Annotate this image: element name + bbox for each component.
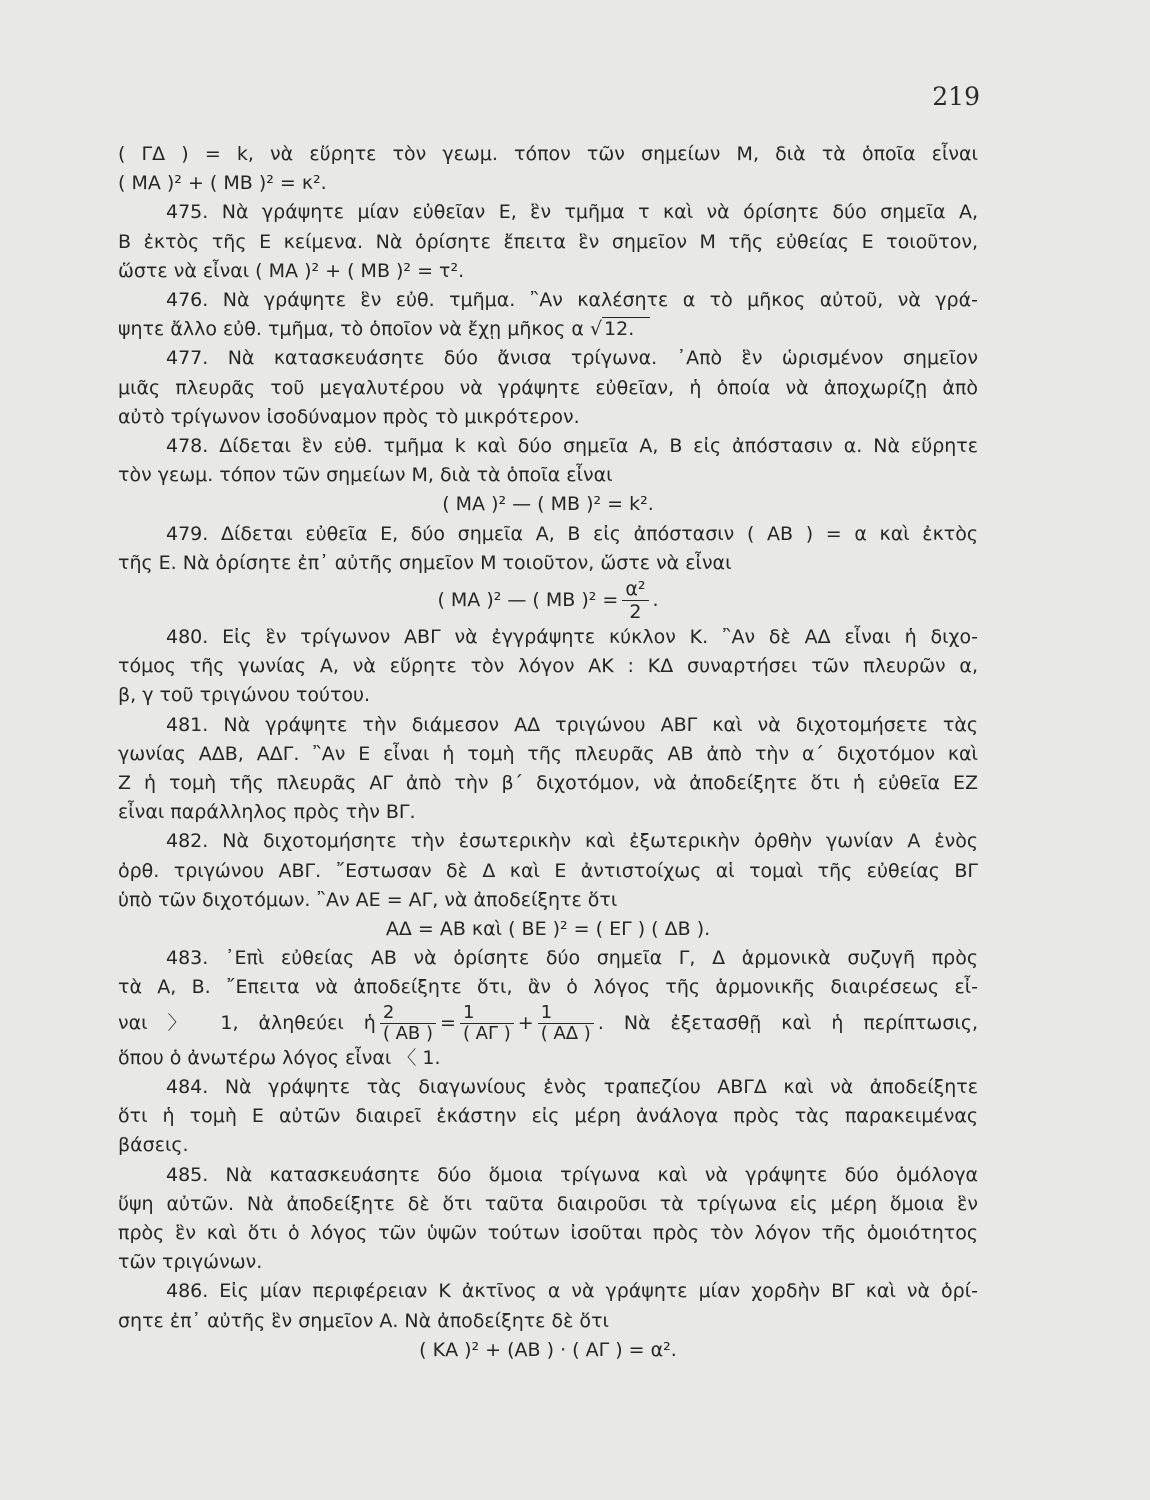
formula-text-line	[118, 1003, 978, 1044]
fraction-numerator: α²	[622, 578, 648, 601]
text-line: Ζ ἡ τομὴ τῆς πλευρᾶς ΑΓ ἀπὸ τὴν β΄ διχοτόμον, νὰ ἀποδείξητε ὅτι ἡ εὐθεῖα ΕΖ	[118, 772, 978, 795]
text-line: μιᾶς πλευρᾶς τοῦ μεγαλυτέρου νὰ γράψητε εὐθεῖαν, ἡ ὁποία νὰ ἀποχωρίζῃ ἀπὸ	[118, 376, 978, 399]
equals-sign: =	[440, 1011, 456, 1034]
problem-480-line: 480. Εἰς ἓν τρίγωνον ΑΒΓ νὰ ἐγγράψητε κύκλον Κ. ῍Αν δὲ ΑΔ εἶναι ἡ διχο-	[166, 626, 978, 649]
text-line: εἶναι παράλληλος πρὸς τὴν ΒΓ.	[118, 801, 416, 824]
fraction-numerator: 1	[538, 1003, 594, 1024]
text-line: ὕψη αὐτῶν. Νὰ ἀποδείξητε δὲ ὅτι ταῦτα διαιροῦσι τὰ τρίγωνα εἰς μέρη ὅμοια ἓν	[118, 1192, 978, 1215]
text-line: ὅπου ὁ ἀνωτέρω λόγος εἶναι 〈 1.	[118, 1046, 441, 1069]
problem-483-line: 483. ᾿Επὶ εὐθείας ΑΒ νὰ ὁρίσητε δύο σημεῖα Γ, Δ ἁρμονικὰ συζυγῆ πρὸς	[166, 947, 978, 970]
problem-479-line: 479. Δίδεται εὐθεῖα Ε, δύο σημεῖα Α, Β εἰς ἀπόστασιν ( ΑΒ ) = α καὶ ἐκτὸς	[166, 522, 978, 545]
fraction-numerator: 2	[380, 1003, 436, 1024]
text-line: Β ἐκτὸς τῆς Ε κείμενα. Νὰ ὁρίσητε ἔπειτα ἓν σημεῖον Μ τῆς εὐθείας Ε τοιοῦτον,	[118, 230, 978, 253]
problem-486-line: 486. Εἰς μίαν περιφέρειαν Κ ἀκτῖνος α νὰ γράψητε μίαν χορδὴν ΒΓ καὶ νὰ ὁρί-	[166, 1280, 978, 1303]
text-line-with-radical	[118, 315, 978, 344]
text-body	[118, 140, 978, 1365]
text-line: ( ΓΔ ) = k, νὰ εὕρητε τὸν γεωμ. τόπον τῶν σημείων Μ, διὰ τὰ ὁποῖα εἶναι	[118, 143, 978, 165]
text-line: ὥστε νὰ εἶναι ( ΜΑ )² + ( ΜΒ )² = τ².	[118, 259, 465, 282]
text-line: πρὸς ἓν καὶ ὅτι ὁ λόγος τῶν ὑψῶν τούτων ἰσοῦται πρὸς τὸν λόγον τῆς ὁμοιότητος	[118, 1221, 978, 1244]
text-line: β, γ τοῦ τριγώνου τούτου.	[118, 684, 371, 707]
text-line: γωνίας ΑΔΒ, ΑΔΓ. ῍Αν Ε εἶναι ἡ τομὴ τῆς πλευρᾶς ΑΒ ἀπὸ τὴν α΄ διχοτόμον καὶ	[118, 742, 978, 765]
formula-lhs: ( ΜΑ )² — ( ΜΒ )² =	[437, 589, 619, 612]
text-line: τὸν γεωμ. τόπον τῶν σημείων Μ, διὰ τὰ ὁποῖα εἶναι	[118, 464, 613, 487]
text-line: τῶν τριγώνων.	[118, 1251, 263, 1274]
problem-482-line: 482. Νὰ διχοτομήσητε τὴν ἐσωτερικὴν καὶ ἐξωτερικὴν ὀρθὴν γωνίαν Α ἑνὸς	[166, 830, 978, 853]
formula-line: ( ΚΑ )² + (ΑΒ ) · ( ΑΓ ) = α².	[419, 1338, 677, 1361]
radicand: 12.	[602, 317, 650, 340]
fraction-denominator: ( ΑΔ )	[540, 1022, 591, 1044]
formula-line	[118, 578, 978, 623]
problem-478-line: 478. Δίδεται ἓν εὐθ. τμῆμα k καὶ δύο σημεῖα Α, Β εἰς ἀπόστασιν α. Νὰ εὕρητε	[166, 435, 978, 458]
formula-line: ΑΔ = ΑΒ καὶ ( ΒΕ )² = ( ΕΓ ) ( ΔΒ ).	[385, 918, 711, 941]
text-line: ὑπὸ τῶν διχοτόμων. ῍Αν ΑΕ = ΑΓ, νὰ ἀποδείξητε ὅτι	[118, 888, 618, 911]
fraction	[538, 1003, 594, 1044]
text-line: ὅτι ἡ τομὴ Ε αὐτῶν διαιρεῖ ἑκάστην εἰς μέρη ἀνάλογα πρὸς τὰς παρακειμένας	[118, 1105, 978, 1128]
text-line: αὐτὸ τρίγωνον ἰσοδύναμον πρὸς τὸ μικρότερον.	[118, 405, 580, 428]
fraction	[380, 1003, 436, 1044]
fraction	[622, 578, 648, 623]
fraction-denominator: ( ΑΒ )	[382, 1022, 434, 1044]
fraction-numerator: 1	[460, 1003, 514, 1024]
page-number: 219	[932, 82, 980, 111]
text-line: βάσεις.	[118, 1134, 189, 1157]
text-line: τῆς Ε. Νὰ ὁρίσητε ἐπ᾿ αὐτῆς σημεῖον Μ τοιοῦτον, ὥστε νὰ εἶναι	[118, 551, 732, 574]
problem-485-line: 485. Νὰ κατασκευάσητε δύο ὅμοια τρίγωνα καὶ νὰ γράψητε δύο ὁμόλογα	[166, 1163, 978, 1186]
formula-end: .	[652, 589, 659, 612]
text-line: ὀρθ. τριγώνου ΑΒΓ. ῎Εστωσαν δὲ Δ καὶ Ε ἀντιστοίχως αἱ τομαὶ τῆς εὐθείας ΒΓ	[118, 859, 978, 882]
formula-line: ( ΜΑ )² — ( ΜΒ )² = k².	[442, 493, 654, 516]
fraction-denominator: ( ΑΓ )	[462, 1022, 511, 1044]
problem-477-line: 477. Νὰ κατασκευάσητε δύο ἄνισα τρίγωνα. ᾿Απὸ ἓν ὡρισμένον σημεῖον	[166, 347, 978, 370]
text-line: ( ΜΑ )² + ( ΜΒ )² = κ².	[118, 172, 327, 195]
text-line: τόμος τῆς γωνίας Α, νὰ εὕρητε τὸν λόγον ΑΚ : ΚΔ συναρτήσει τῶν πλευρῶν α,	[118, 655, 978, 678]
text-segment: . Νὰ ἐξετασθῇ καὶ ἡ περίπτωσις,	[597, 1011, 979, 1034]
fraction-denominator: 2	[629, 601, 642, 624]
problem-475-line: 475. Νὰ γράψητε μίαν εὐθεῖαν Ε, ἓν τμῆμα τ καὶ νὰ όρίσητε δύο σημεῖα Α,	[166, 201, 978, 224]
problem-476-line: 476. Νὰ γράψητε ἓν εὐθ. τμῆμα. ῍Αν καλέσητε α τὸ μῆκος αὐτοῦ, νὰ γρά-	[166, 289, 978, 312]
fraction	[460, 1003, 514, 1044]
plus-sign: +	[517, 1011, 534, 1034]
text-segment: ψητε ἄλλο εὐθ. τμῆμα, τὸ ὁποῖον νὰ ἔχῃ μῆκος α √	[118, 318, 603, 341]
text-line: σητε ἐπ᾿ αὐτῆς ἓν σημεῖον Α. Νὰ ἀποδείξητε δὲ ὅτι	[118, 1309, 609, 1332]
problem-481-line: 481. Νὰ γράψητε τὴν διάμεσον ΑΔ τριγώνου ΑΒΓ καὶ νὰ διχοτομήσετε τὰς	[166, 713, 978, 736]
text-line: τὰ Α, Β. ῎Επειτα νὰ ἀποδείξητε ὅτι, ἂν ὁ λόγος τῆς ἁρμονικῆς διαιρέσεως εἶ-	[118, 976, 978, 999]
text-segment: ναι 〉 1, ἀληθεύει ἡ	[118, 1011, 376, 1034]
problem-484-line: 484. Νὰ γράψητε τὰς διαγωνίους ἑνὸς τραπεζίου ΑΒΓΔ καὶ νὰ ἀποδείξητε	[166, 1075, 978, 1098]
